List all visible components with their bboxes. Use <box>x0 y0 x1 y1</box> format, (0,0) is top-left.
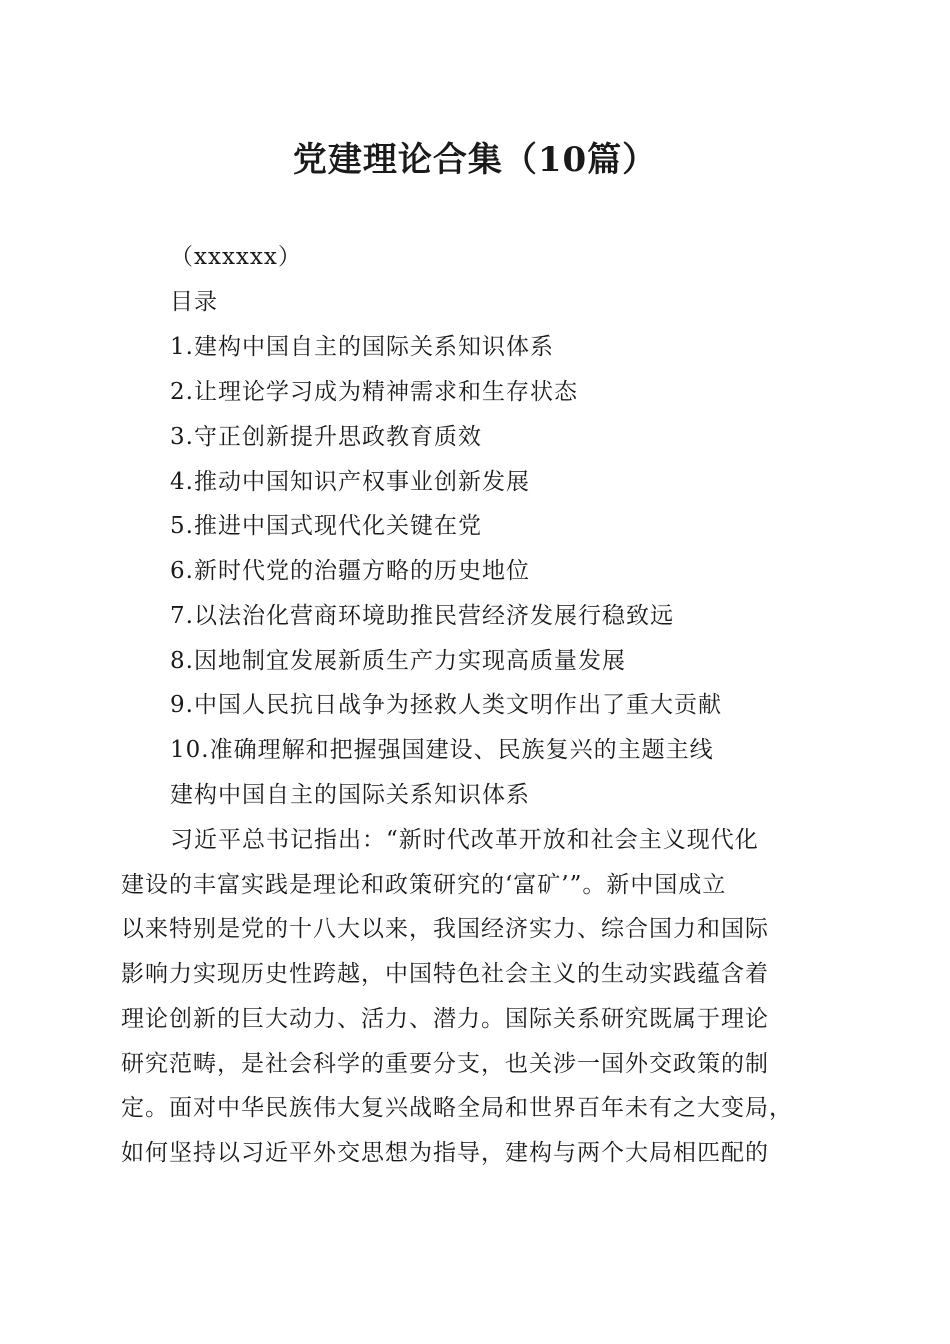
toc-item: 4.推动中国知识产权事业创新发展 <box>170 469 530 495</box>
paragraph-line: 定。面对中华民族伟大复兴战略全局和世界百年未有之大变局， <box>121 1095 793 1121</box>
toc-item: 6.新时代党的治疆方略的历史地位 <box>170 558 530 584</box>
paragraph-line: 以来特别是党的十八大以来，我国经济实力、综合国力和国际 <box>121 916 769 942</box>
toc-item: 7.以法治化营商环境助推民营经济发展行稳致远 <box>170 603 674 629</box>
paragraph-line: 影响力实现历史性跨越，中国特色社会主义的生动实践蕴含着 <box>121 961 769 987</box>
paragraph-line: 习近平总书记指出：“新时代改革开放和社会主义现代化 <box>170 827 759 853</box>
toc-item: 10.准确理解和把握强国建设、民族复兴的主题主线 <box>170 737 714 763</box>
toc-heading: 目录 <box>170 289 218 315</box>
toc-item: 3.守正创新提升思政教育质效 <box>170 424 482 450</box>
author-placeholder: （xxxxxx） <box>170 244 302 270</box>
toc-item: 9.中国人民抗日战争为拯救人类文明作出了重大贡献 <box>170 692 722 718</box>
toc-item: 5.推进中国式现代化关键在党 <box>170 513 482 539</box>
paragraph-line: 如何坚持以习近平外交思想为指导，建构与两个大局相匹配的 <box>121 1140 769 1166</box>
section-heading: 建构中国自主的国际关系知识体系 <box>170 782 530 808</box>
toc-item: 8.因地制宜发展新质生产力实现高质量发展 <box>170 648 626 674</box>
toc-item: 2.让理论学习成为精神需求和生存状态 <box>170 379 578 405</box>
toc-item: 1.建构中国自主的国际关系知识体系 <box>170 334 554 360</box>
paragraph-line: 建设的丰富实践是理论和政策研究的‘富矿’”。新中国成立 <box>121 872 727 898</box>
document-title: 党建理论合集（10篇） <box>292 140 658 180</box>
paragraph-line: 研究范畴，是社会科学的重要分支，也关涉一国外交政策的制 <box>121 1051 769 1077</box>
paragraph-line: 理论创新的巨大动力、活力、潜力。国际关系研究既属于理论 <box>121 1006 769 1032</box>
